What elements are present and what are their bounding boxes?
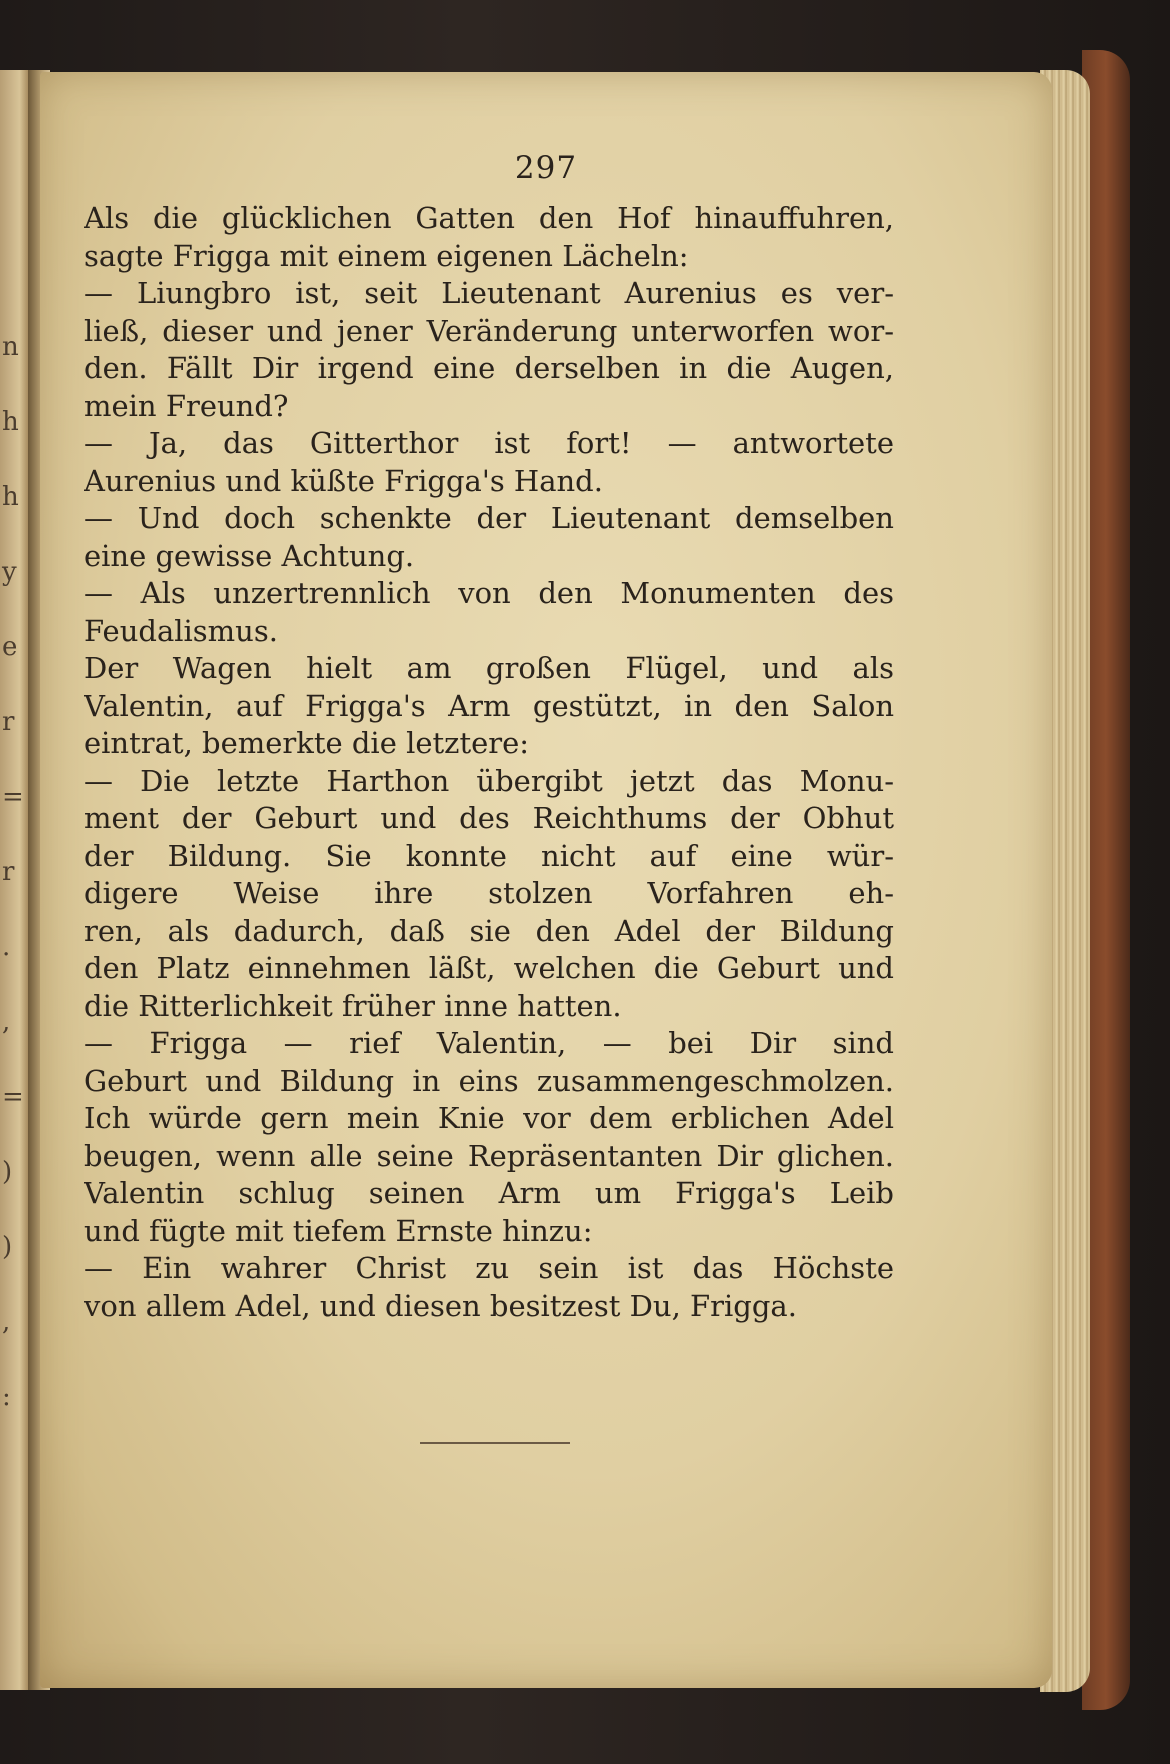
left-page-fragments	[2, 310, 26, 1435]
text-line: — Die letzte Harthon übergibt jetzt das Monu-	[84, 763, 894, 798]
left-fragment: h	[2, 482, 19, 512]
text-line: den Platz einnehmen läßt, welchen die Geburt und	[84, 951, 894, 985]
text-line: — Ja, das Gitterthor ist fort! — antwortete	[84, 426, 894, 460]
left-fragment: e	[2, 632, 18, 662]
left-facing-page	[0, 70, 31, 1690]
text-line: ließ, dieser und jener Veränderung unterworfen wor-	[84, 313, 894, 348]
left-fragment: )	[2, 1232, 13, 1262]
left-fragment: n	[2, 332, 19, 362]
text-line: Feudalismus.	[84, 613, 278, 648]
text-line: und fügte mit tiefem Ernste hinzu:	[84, 1213, 593, 1248]
left-fragment: ,	[2, 1007, 11, 1037]
left-fragment: r	[2, 707, 15, 737]
left-fragment: .	[2, 932, 11, 962]
text-line: Valentin schlug seinen Arm um Frigga's Leib	[84, 1176, 894, 1210]
text-line: eine gewisse Achtung.	[84, 538, 415, 573]
text-line: — Ein wahrer Christ zu sein ist das Höchste	[84, 1251, 894, 1285]
text-line: der Bildung. Sie konnte nicht auf eine wür-	[84, 838, 894, 873]
text-line: die Ritterlichkeit früher inne hatten.	[84, 988, 622, 1023]
text-line: Der Wagen hielt am großen Flügel, und als	[84, 651, 894, 685]
page-number: 297	[514, 150, 578, 186]
text-line: — Und doch schenkte der Lieutenant demselben	[84, 501, 894, 535]
left-fragment: =	[2, 1082, 24, 1112]
end-rule	[420, 1442, 570, 1444]
left-fragment: =	[2, 782, 24, 812]
text-line: Valentin, auf Frigga's Arm gestützt, in den Salon	[84, 688, 894, 723]
left-fragment: r	[2, 857, 15, 887]
text-line: ment der Geburt und des Reichthums der Obhut	[84, 801, 894, 835]
left-fragment: :	[2, 1382, 11, 1412]
text-line: Ich würde gern mein Knie vor dem erblichen Adel	[84, 1101, 894, 1135]
left-fragment: ,	[2, 1307, 11, 1337]
text-line: — Liungbro ist, seit Lieutenant Aurenius es ver-	[84, 276, 894, 310]
text-line: digere Weise ihre stolzen Vorfahren eh-	[84, 876, 894, 910]
text-line: eintrat, bemerkte die letztere:	[84, 726, 530, 760]
text-line: Geburt und Bildung in eins zusammengeschmolzen.	[84, 1063, 894, 1098]
page-text	[84, 200, 894, 1325]
left-fragment: )	[2, 1157, 13, 1187]
text-line: — Als unzertrennlich von den Monumenten des	[84, 576, 894, 610]
text-line: ren, als dadurch, daß sie den Adel der Bildung	[84, 913, 894, 948]
left-fragment: y	[2, 557, 17, 587]
text-line: mein Freund?	[84, 388, 289, 423]
text-line: von allem Adel, und diesen besitzest Du, Frigga.	[84, 1288, 797, 1323]
text-line: den. Fällt Dir irgend eine derselben in die Augen,	[84, 351, 894, 385]
left-fragment: h	[2, 407, 19, 437]
text-line: beugen, wenn alle seine Repräsentanten Dir glichen.	[84, 1138, 894, 1173]
text-line: — Frigga — rief Valentin, — bei Dir sind	[84, 1026, 894, 1060]
text-line: Als die glücklichen Gatten den Hof hinauffuhren,	[84, 201, 894, 235]
text-line: Aurenius und küßte Frigga's Hand.	[84, 463, 603, 498]
text-line: sagte Frigga mit einem eigenen Lächeln:	[84, 238, 689, 273]
